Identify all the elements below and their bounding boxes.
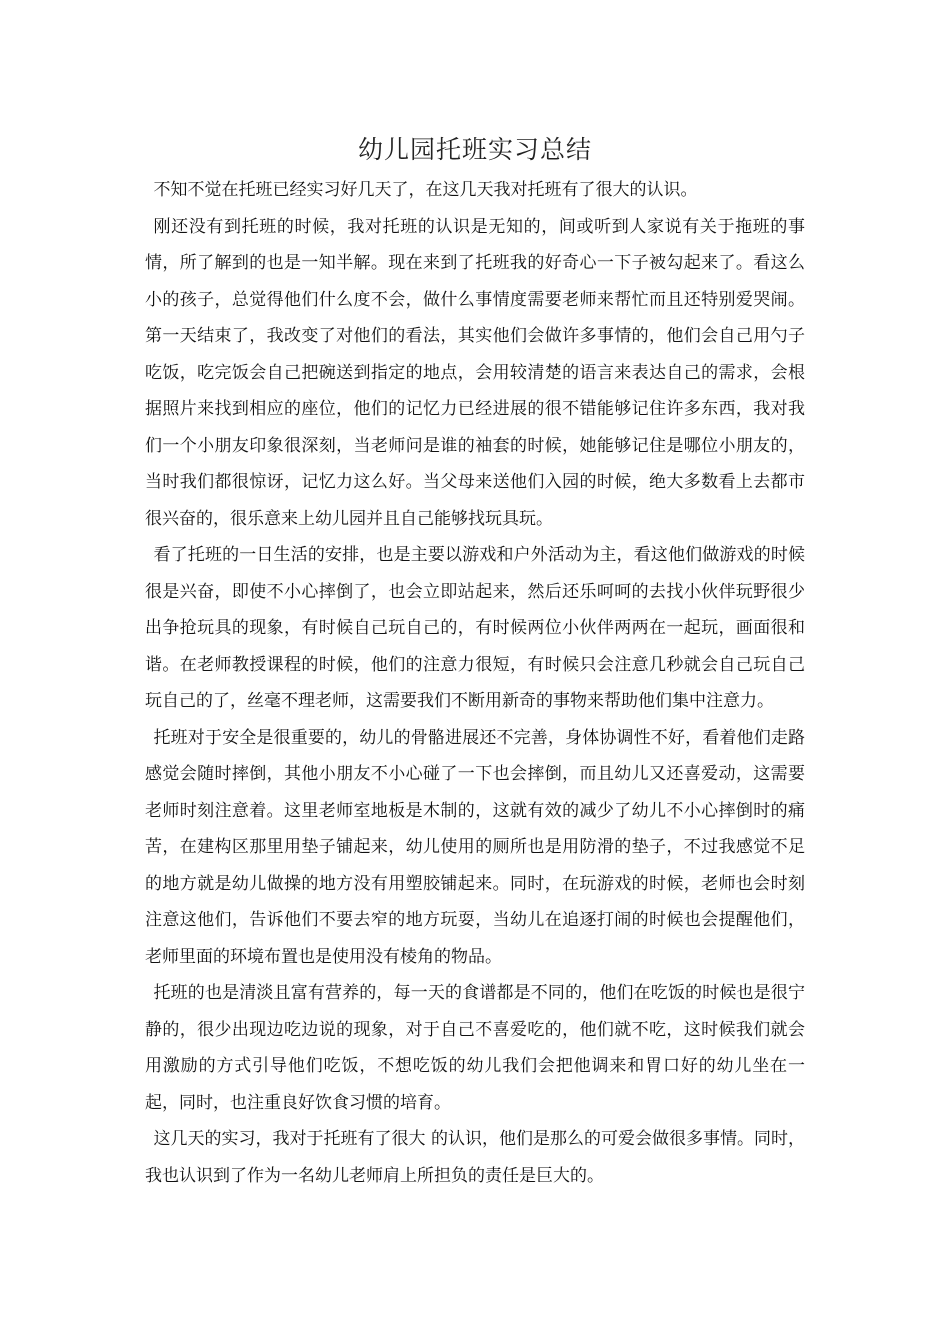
paragraph-conclusion: 这几天的实习，我对于托班有了很大 的认识，他们是那么的可爱会做很多事情。同时，我也认识到了作为一名幼儿老师肩上所担负的责任是巨大的。 — [145, 1129, 805, 1186]
document-title: 幼儿园托班实习总结 — [357, 135, 592, 164]
document-body — [145, 172, 805, 1194]
paragraph-safety: 托班对于安全是很重要的，幼儿的骨骼进展还不完善，身体协调性不好，看着他们走路感觉会随时摔倒，其他小朋友不小心碰了一下也会摔倒，而且幼儿又还喜爱动，这需要老师时刻注意着。这里老师室地板是木制的，这就有效的减少了幼儿不小心摔倒时的痛苦，在建构区那里用垫子铺起来，幼儿使用的厕所也是用防滑的垫子，不过我感觉不足的地方就是幼儿做操的地方没有用塑胶铺起来。同时，在玩游戏的时候，老师也会时刻注意这他们，告诉他们不要去窄的地方玩耍，当幼儿在追逐打闹的时候也会提醒他们，老师里面的环境布置也是使用没有棱角的物品。 — [145, 727, 805, 967]
paragraph-daily-schedule: 看了托班的一日生活的安排，也是主要以游戏和户外活动为主，看这他们做游戏的时候很是兴奋，即使不小心摔倒了，也会立即站起来，然后还乐呵呵的去找小伙伴玩野很少出争抢玩具的现象，有时候自己玩自己的，有时候两位小伙伴两两在一起玩，画面很和谐。在老师教授课程的时候，他们的注意力很短，有时候只会注意几秒就会自己玩自己玩自己的了，丝毫不理老师，这需要我们不断用新奇的事物来帮助他们集中注意力。 — [145, 545, 805, 711]
paragraph-first-impressions: 刚还没有到托班的时候，我对托班的认识是无知的，间或听到人家说有关于拖班的事情，所了解到的也是一知半解。现在来到了托班我的好奇心一下子被勾起来了。看这么小的孩子，总觉得他们什么度不会，做什么事情度需要老师来帮忙而且还特别爱哭闹。第一天结束了，我改变了对他们的看法，其实他们会做许多事情的，他们会自己用勺子吃饭，吃完饭会自己把碗送到指定的地点，会用较清楚的语言来表达自己的需求，会根据照片来找到相应的座位，他们的记忆力已经进展的很不错能够记住许多东西，我对我们一个小朋友印象很深刻，当老师问是谁的袖套的时候，她能够记住是哪位小朋友的，当时我们都很惊讶，记忆力这么好。当父母来送他们入园的时候，绝大多数看上去都市很兴奋的，很乐意来上幼儿园并且自己能够找玩具玩。 — [145, 216, 805, 529]
paragraph-intro: 不知不觉在托班已经实习好几天了，在这几天我对托班有了很大的认识。 — [153, 180, 698, 200]
paragraph-meals: 托班的也是清淡且富有营养的，每一天的食谱都是不同的，他们在吃饭的时候也是很宁静的，很少出现边吃边说的现象，对于自己不喜爱吃的，他们就不吃，这时候我们就会用激励的方式引导他们吃饭，不想吃饭的幼儿我们会把他调来和胃口好的幼儿坐在一起，同时，也注重良好饮食习惯的培育。 — [145, 983, 805, 1113]
